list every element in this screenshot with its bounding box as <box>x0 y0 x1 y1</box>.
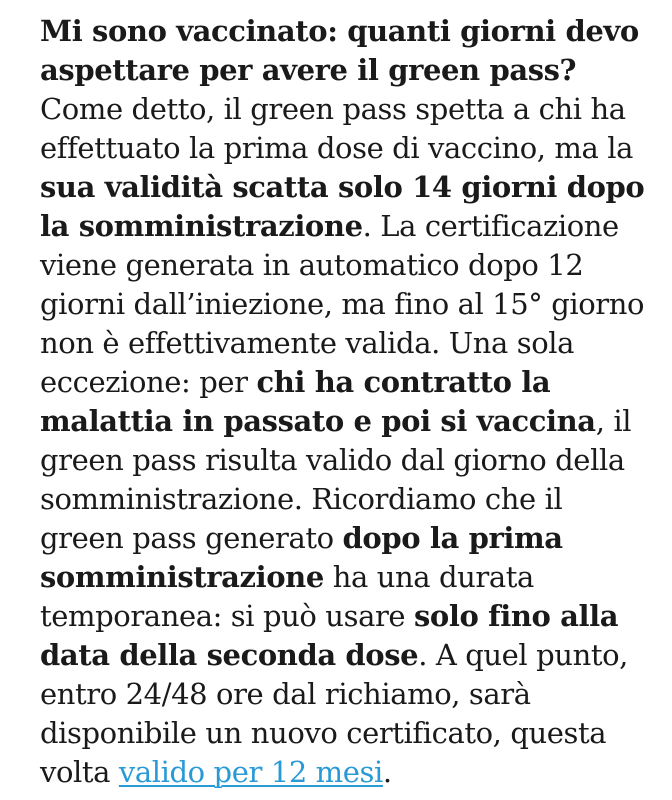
text-run: . La certificazione <box>362 209 619 243</box>
paragraph-line: green pass risulta valido dal giorno della <box>40 443 625 477</box>
paragraph-line: non è effettivamente valida. Una sola <box>40 326 575 360</box>
paragraph-line: giorni dall’iniezione, ma fino al 15° giorno <box>40 287 645 321</box>
paragraph-line <box>40 597 640 636</box>
text-run: volta <box>40 755 119 789</box>
bold-phrase: dopo la prima <box>342 521 563 555</box>
paragraph-line <box>40 753 640 792</box>
text-run: , il <box>595 404 632 438</box>
paragraph-line: somministrazione. Ricordiamo che il <box>40 482 563 516</box>
text-run: . <box>382 755 392 789</box>
article-paragraph <box>40 90 645 792</box>
paragraph-line: viene generata in automatico dopo 12 <box>40 248 584 282</box>
paragraph-line: entro 24/48 ore dal richiamo, sarà <box>40 677 531 711</box>
text-run: temporanea: si può usare <box>40 599 414 633</box>
bold-phrase: malattia in passato e poi si vaccina <box>40 404 596 438</box>
paragraph-line <box>40 636 640 675</box>
text-run: ha una durata <box>323 560 534 594</box>
bold-phrase: somministrazione <box>40 560 324 594</box>
paragraph-line <box>40 207 640 246</box>
paragraph-line <box>40 363 640 402</box>
validity-link[interactable]: valido per 12 mesi <box>118 755 383 789</box>
bold-phrase: la somministrazione <box>40 209 363 243</box>
paragraph-line <box>40 519 640 558</box>
paragraph-line: disponibile un nuovo certificato, questa <box>40 716 607 750</box>
paragraph-line: Come detto, il green pass spetta a chi ha <box>40 92 626 126</box>
section-heading <box>40 12 640 90</box>
bold-phrase: chi ha contratto la <box>256 365 551 399</box>
paragraph-line: effettuato la prima dose di vaccino, ma la <box>40 131 634 165</box>
bold-phrase: sua validità scatta solo 14 giorni dopo <box>40 170 645 204</box>
paragraph-line <box>40 168 645 207</box>
article-section <box>40 12 645 792</box>
heading-line: aspettare per avere il green pass? <box>40 53 577 87</box>
paragraph-line <box>40 558 640 597</box>
bold-phrase: solo fino alla <box>414 599 619 633</box>
text-run: eccezione: per <box>40 365 257 399</box>
text-run: green pass generato <box>40 521 343 555</box>
text-run: . A quel punto, <box>418 638 628 672</box>
paragraph-line <box>40 402 640 441</box>
bold-phrase: data della seconda dose <box>40 638 419 672</box>
heading-line: Mi sono vaccinato: quanti giorni devo <box>40 14 639 48</box>
